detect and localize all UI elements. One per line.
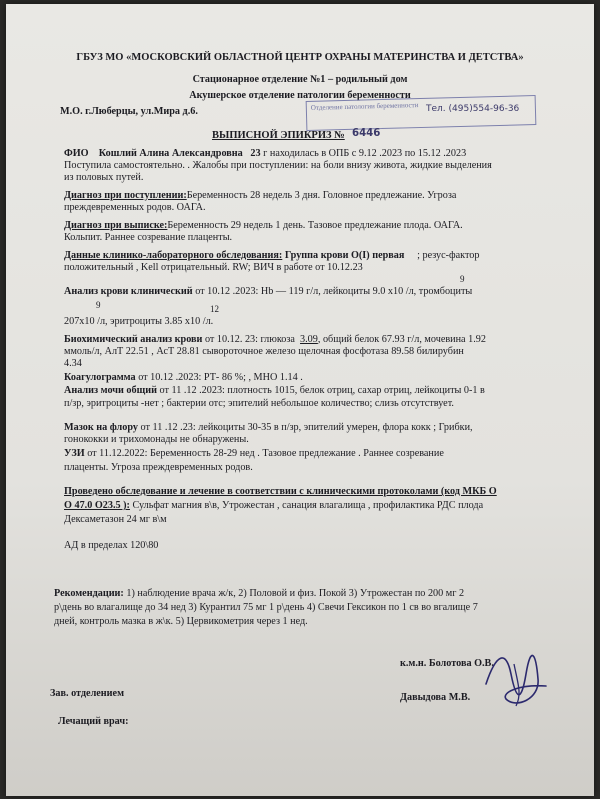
patient-admission-2: из половых путей. xyxy=(64,172,144,183)
recommendations-line-2: р\день во влагалище до 34 нед 3) Курантил 75 мг 1 р\день 4) Свечи Гексикон по 1 св во вгалище 7 xyxy=(54,602,478,613)
glucose-value: 3.09 xyxy=(300,334,318,345)
coagulogram-text: от 10.12 .2023: РТ- 86 %; , МНО 1.14 . xyxy=(138,372,303,383)
recommendations-label: Рекомендации: xyxy=(54,588,124,599)
attending-doctor-label: Лечащий врач: xyxy=(58,716,129,727)
cbc-text: от 10.12 .2023: Hb — 119 г/л, лейкоциты 9.0 x10 /л, тромбоциты xyxy=(195,286,473,297)
department-line-1: Стационарное отделение №1 – родильный дом xyxy=(192,74,408,85)
diagnosis-discharge xyxy=(64,220,463,232)
cbc-line xyxy=(64,286,472,298)
lab-data xyxy=(64,250,480,262)
biochem-text-b: , общий белок 67.93 г/л, мочевина 1.92 xyxy=(317,334,486,345)
cbc-line-2: 207x10 /л, эритроциты 3.85 x10 /л. xyxy=(64,316,214,327)
patient-name: Кошлий Алина Александровна xyxy=(98,148,243,159)
cbc-exponent-1: 9 xyxy=(460,274,465,284)
diagnosis-admission-text: Беременность 28 недель 3 дня. Головное предлежание. Угроза xyxy=(186,190,457,201)
diagnosis-admission-2: преждевременных родов. ОАГА. xyxy=(64,202,206,213)
head-of-department-name: Давыдова М.В. xyxy=(400,692,471,703)
urine-label: Анализ мочи общий xyxy=(64,385,157,396)
diagnosis-admission-label: Диагноз при поступлении: xyxy=(64,190,187,201)
handwritten-signature-icon xyxy=(476,644,556,714)
biochem-line-3: 4.34 xyxy=(64,358,82,369)
diagnosis-admission xyxy=(64,190,456,202)
recommendations xyxy=(54,588,464,600)
treatment-line-2: Дексаметазон 24 мг в\м xyxy=(64,514,167,525)
diagnosis-discharge-text: Беременность 29 недель 1 день. Тазовое предлежание плода. ОАГА. xyxy=(167,220,463,231)
coagulogram-label: Коагулограмма xyxy=(64,372,136,383)
ultrasound-text: от 11.12.2022: Беременность 28-29 нед . Тазовое предлежание . Раннее созревание xyxy=(87,448,444,459)
smear-label: Мазок на флору xyxy=(64,422,138,433)
urine-line-2: п/зр, эритроциты -нет ; бактерии отс; эпителий небольшое количество; слизь отсутствует. xyxy=(64,398,454,409)
patient-admission: Поступила самостоятельно. . Жалобы при поступлении: на боли внизу живота, жидкие выделения xyxy=(64,160,492,171)
patient-age: 23 xyxy=(250,148,261,159)
urine-text: от 11 .12 .2023: плотность 1015, белок отриц, сахар отриц, лейкоциты 0-1 в xyxy=(159,385,485,396)
ultrasound-line-2: плаценты. Угроза преждевременных родов. xyxy=(64,462,253,473)
biochem-text: от 10.12. 23: глюкоза xyxy=(204,334,295,345)
recommendations-line-3: дней, контроль мазка в ж\к. 5) Цервикометрия через 1 нед. xyxy=(54,616,308,627)
kmn-signature: к.м.н. Болотова О.В. xyxy=(400,658,494,669)
head-of-department-label: Зав. отделением xyxy=(50,688,125,699)
cbc-exponent-2: 9 xyxy=(96,300,101,310)
biochem-label: Биохимический анализ крови xyxy=(64,334,203,345)
stamp-text: Отделение патологии беременности xyxy=(310,101,419,112)
treatment-line xyxy=(64,500,483,512)
recommendations-text: 1) наблюдение врача ж/к, 2) Половой и физ. Покой 3) Утрожестан по 200 мг 2 xyxy=(123,588,465,599)
icd-codes: О 47.0 О23.5 ): xyxy=(64,500,130,511)
biochem-line xyxy=(64,334,486,346)
ultrasound-label: УЗИ xyxy=(64,448,85,459)
blood-group: Группа крови О(I) первая xyxy=(284,250,405,261)
document-title: ВЫПИСНОЙ ЭПИКРИЗ № xyxy=(212,130,345,141)
patient-stay: г находилась в ОПБ с 9.12 .2023 по 15.12 .2023 xyxy=(263,148,467,159)
rh-label: ; резус-фактор xyxy=(417,250,480,261)
treatment-text: Сульфат магния в\в, Утрожестан , санация влагалища , профилактика РДС плода xyxy=(129,500,484,511)
coagulogram xyxy=(64,372,303,384)
lab-label: Данные клинико-лабораторного обследования: xyxy=(64,250,283,261)
department-stamp xyxy=(306,95,537,131)
ultrasound xyxy=(64,448,444,460)
treatment-label: Проведено обследование и лечение в соответствии с клиническими протоколами (код МКБ О xyxy=(64,486,497,497)
smear xyxy=(64,422,473,434)
patient-line xyxy=(64,148,466,160)
smear-text: от 11 .12 .23: лейкоциты 30-35 в п/зр, эпителий умерен, флора кокк ; Грибки, xyxy=(140,422,473,433)
department-line-2: Акушерское отделение патологии беременности xyxy=(189,90,411,101)
org-name: ГБУЗ МО «МОСКОВСКИЙ ОБЛАСТНОЙ ЦЕНТР ОХРАНЫ МАТЕРИНСТВА И ДЕТСТВА» xyxy=(76,52,524,63)
phone: Тел. (495)554-96-36 xyxy=(426,104,520,114)
cbc-label: Анализ крови клинический xyxy=(64,286,193,297)
cbc-exponent-3: 12 xyxy=(210,304,219,314)
smear-line-2: гонококки и трихомонады не обнаружены. xyxy=(64,434,249,445)
biochem-line-2: ммоль/л, АлТ 22.51 , АсТ 28.81 сывороточное железо щелочная фосфотаза 89.58 билирубин xyxy=(64,346,464,357)
lab-line-2: положительный , Kell отрицательный. RW; ВИЧ в работе от 10.12.23 xyxy=(64,262,363,273)
diagnosis-discharge-2: Кольпит. Раннее созревание плаценты. xyxy=(64,232,233,243)
diagnosis-discharge-label: Диагноз при выписке: xyxy=(64,220,168,231)
blood-pressure: АД в пределах 120\80 xyxy=(64,540,159,551)
patient-label: ФИО xyxy=(64,148,89,159)
address: М.О. г.Люберцы, ул.Мира д.6. xyxy=(60,106,198,117)
discharge-summary-document xyxy=(6,4,594,796)
urine-analysis xyxy=(64,385,485,397)
document-number: 6446 xyxy=(352,128,381,139)
